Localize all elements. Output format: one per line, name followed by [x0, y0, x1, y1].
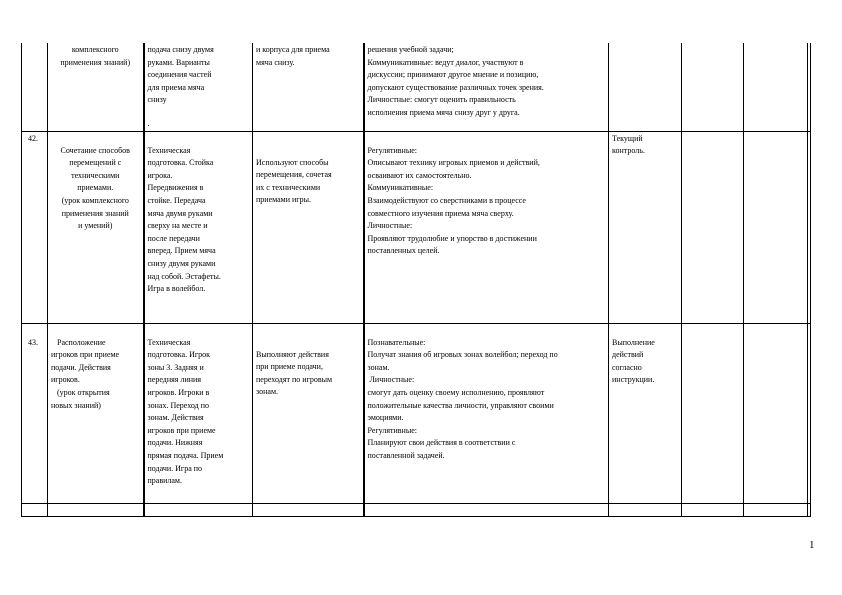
text-line: Описывают технику игровых приемов и действий,: [367, 158, 540, 168]
text-line: осваивают их самостоятельно.: [367, 170, 472, 180]
text-line: техническими: [71, 170, 120, 180]
text-line: Личностные:: [367, 375, 415, 385]
text-line: Текущий: [612, 133, 643, 143]
student-activity-cell: [253, 43, 364, 131]
empty-cell: [253, 503, 364, 516]
learning-outcomes-cell: [364, 43, 609, 131]
text-line: контроль.: [612, 146, 645, 156]
text-line: передняя линия: [147, 375, 202, 385]
text-line: подачи. Нижняя: [147, 438, 203, 448]
text-line: Техническая: [147, 337, 191, 347]
empty-cell: [744, 323, 808, 503]
text-line: снизу двумя руками: [147, 258, 216, 268]
empty-cell: [744, 131, 808, 323]
text-line: приемами игры.: [256, 195, 311, 205]
text-line: инструкции.: [612, 375, 655, 385]
empty-cell: [609, 503, 682, 516]
text-line: Получат знания об игровых зонах волейбол; переход по: [367, 350, 558, 360]
empty-cell: [682, 323, 744, 503]
control-cell: [609, 43, 682, 131]
text-line: Используют способы: [256, 157, 329, 167]
empty-cell: [808, 43, 811, 131]
text-line: зоны 3. Задняя и: [147, 362, 204, 372]
text-line: применения знаний: [61, 208, 129, 218]
text-line: .: [147, 118, 150, 128]
text-line: игроков при приеме: [51, 350, 120, 360]
text-line: подготовка. Игрок: [147, 350, 211, 360]
text-line: игроков при приеме: [147, 425, 216, 435]
text-line: комплексного: [71, 45, 119, 54]
text-line: зонам.: [256, 387, 279, 397]
student-activity-cell: [253, 131, 364, 323]
text-line: игроков. Игроки в: [147, 387, 210, 397]
lesson-topic-cell: [48, 131, 144, 323]
empty-cell: [22, 503, 48, 516]
text-line: Познавательные:: [367, 337, 426, 347]
table-row: [22, 43, 811, 131]
text-line: вперед. Прием мяча: [147, 246, 216, 256]
text-line: Регулятивные:: [367, 145, 417, 155]
text-line: Планируют свои действия в соответствии с: [367, 438, 516, 448]
page-number: 1: [809, 539, 815, 551]
empty-cell: [48, 503, 144, 516]
text-line: исполнения приема мяча снизу друг у друга.: [367, 107, 520, 117]
text-line: Расположение: [57, 337, 106, 347]
text-line: сверху на месте и: [147, 221, 208, 231]
empty-cell: [682, 131, 744, 323]
text-line: стойке. Передача: [147, 195, 206, 205]
text-line: подача снизу двумя: [147, 45, 214, 54]
text-line: игроков.: [51, 375, 80, 385]
text-line: Коммуникативные:: [367, 183, 434, 193]
text-line: Регулятивные:: [367, 425, 417, 435]
text-line: прямая подача. Прием: [147, 450, 224, 460]
text-line: Проявляют трудолюбие и упорство в достижении: [367, 233, 537, 243]
text-line: и корпуса для приема: [256, 45, 330, 54]
text-line: подачи. Действия: [51, 362, 111, 372]
text-line: Выполняют действия: [256, 349, 329, 359]
text-line: Личностные: смогут оценить правильность: [367, 95, 516, 105]
control-cell: [609, 323, 682, 503]
lesson-plan-table: [21, 43, 811, 517]
student-activity-cell: [253, 323, 364, 503]
text-line: Взаимодействуют со сверстниками в процессе: [367, 195, 526, 205]
text-line: игрока.: [147, 170, 173, 180]
text-line: Передвижения в: [147, 183, 204, 193]
empty-cell: [808, 131, 811, 323]
text-line: зонам. Действия: [147, 413, 204, 423]
text-line: мяча двумя руками: [147, 208, 213, 218]
text-line: согласно: [612, 362, 642, 372]
text-line: переходят по игровым: [256, 374, 333, 384]
text-line: перемещений с: [69, 158, 122, 168]
row-number: 42.: [22, 131, 48, 323]
text-line: над собой. Эстафеты.: [147, 271, 221, 281]
text-line: совместного изучения приема мяча сверху.: [367, 208, 514, 218]
text-line: для приема мяча: [147, 82, 205, 92]
empty-cell: [682, 43, 744, 131]
text-line: эмоциями.: [367, 413, 404, 423]
lesson-topic-cell: [48, 43, 144, 131]
empty-cell: [744, 43, 808, 131]
text-line: соединения частей: [147, 70, 212, 80]
text-line: (урок комплексного: [61, 195, 129, 205]
text-line: перемещения, сочетая: [256, 170, 332, 180]
empty-cell: [682, 503, 744, 516]
text-line: дискуссии; принимают другое мнение и позицию,: [367, 70, 539, 80]
text-line: зонам.: [367, 362, 390, 372]
text-line: поставленной задачей.: [367, 450, 445, 460]
learning-outcomes-cell: [364, 131, 609, 323]
control-cell: [609, 131, 682, 323]
text-line: их с техническими: [256, 182, 321, 192]
table-row: [22, 503, 811, 516]
empty-cell: [364, 503, 609, 516]
text-line: после передачи: [147, 233, 200, 243]
empty-cell: [744, 503, 808, 516]
text-line: Коммуникативные: ведут диалог, участвуют в: [367, 57, 524, 67]
text-line: (урок открытия: [57, 387, 110, 397]
lesson-topic-cell: [48, 323, 144, 503]
text-line: подачи. Игра по: [147, 463, 203, 473]
text-line: действий: [612, 350, 644, 360]
text-line: подготовка. Стойка: [147, 158, 214, 168]
text-line: [148, 107, 250, 118]
text-line: руками. Варианты: [147, 57, 210, 67]
text-line: правилам.: [147, 476, 182, 486]
lesson-content-cell: [144, 323, 253, 503]
row-number: [22, 43, 48, 131]
empty-cell: [144, 503, 253, 516]
text-line: применения знаний): [60, 57, 131, 67]
text-line: положительные качества личности, управляют своими: [367, 400, 554, 410]
text-line: и умений): [78, 221, 113, 231]
text-line: приемами.: [77, 183, 114, 193]
text-line: зонах. Переход по: [147, 400, 210, 410]
learning-outcomes-cell: [364, 323, 609, 503]
text-line: при приеме подачи,: [256, 362, 323, 372]
table-row: [22, 131, 811, 323]
empty-cell: [808, 503, 811, 516]
text-line: смогут дать оценку своему исполнению, проявляют: [367, 387, 545, 397]
text-line: допускают существование различных точек зрения.: [367, 82, 544, 92]
text-line: Выполнение: [612, 337, 655, 347]
lesson-content-cell: [144, 43, 253, 131]
text-line: Личностные:: [367, 221, 413, 231]
text-line: Техническая: [147, 145, 191, 155]
lesson-content-cell: [144, 131, 253, 323]
text-line: поставленных целей.: [367, 246, 440, 256]
table-row: [22, 323, 811, 503]
text-line: Игра в волейбол.: [147, 284, 206, 294]
text-line: мяча снизу.: [256, 57, 295, 67]
text-line: Сочетание способов: [60, 145, 130, 155]
text-line: новых знаний): [51, 400, 101, 410]
row-number: 43.: [22, 323, 48, 503]
text-line: снизу: [147, 95, 167, 105]
text-line: решения учебной задачи;: [367, 45, 454, 54]
empty-cell: [808, 323, 811, 503]
